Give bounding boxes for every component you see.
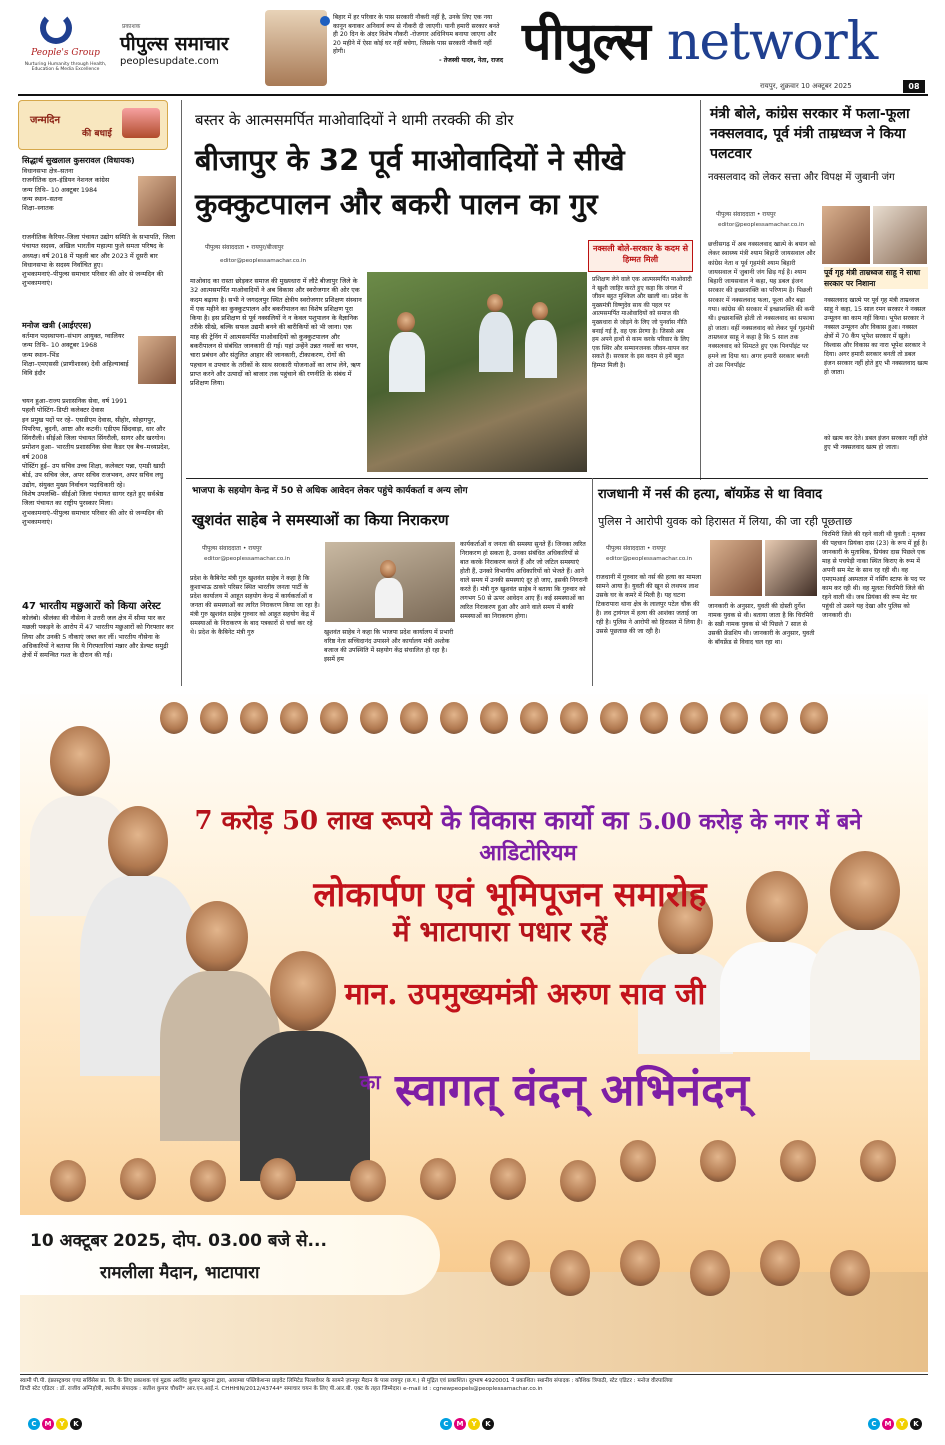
magenta-icon: M bbox=[882, 1418, 894, 1430]
khushwant-photo bbox=[325, 542, 455, 622]
lead-headline-2: कुक्कुटपालन और बकरी पालन का गुर bbox=[195, 187, 598, 221]
imprint-line-1: स्वामी पी.पी. इंफ्रास्ट्रक्चर एण्ड सर्विसेस प्रा. लि. के लिए प्रकाशक एवं मुद्रक अरविंद कुमार खुराना द्वारा, आराम्बा पब्लिकेशन्स प्राइवेट लिमिटेड पिल्लवेयर के सामने ज़ानपुर मैदान के पास रायपुर (छ.ग.) से मुद्रित एवं प्रकाशित। दूरभाष 4920001 ने प्रकाशित। स्थानीय संपादक : कौशिक त्रिपाठी, स्टेट एडिटर : मनोज वीरपालिया bbox=[20, 1378, 673, 1384]
logo-ring-icon bbox=[40, 12, 72, 44]
birthday-subtitle: की बधाई bbox=[82, 129, 112, 139]
detail: जन्म तिथि– 10 अक्टूबर 1968 bbox=[22, 341, 98, 350]
minister-body: छत्तीसगढ़ में अब नक्सलवाद खात्मे के बयान को लेकर स्वास्थ्य मंत्री श्याम बिहारी जायसवाल और कांग्रेस नेता व पूर्व गृहमंत्री श्याम बिहारी जायसवाल में जुबानी जंग छिड़ गई है। श्याम बिहारी जायसवाल ने कहा, यह डबल इंजन सरकार की इच्छाशक्ति का परिणाम है। पिछली सरकार में नक्सलवाद फला, फूला और बढ़ा गया। कांग्रेस की सरकार में इच्छाशक्ति की कमी थी। इच्छाशक्ति होती तो नक्सलवाद का सफाया हो जाता। वहीं नक्सलवाद को लेकर पूर्व गृहमंत्री ताम्रध्वज साहू ने कहा है कि 5 साल तक नक्सलवाद को सिमटते हुए एक पिनपॉइंट पर हमने ला दिया था। अगर हमारी सरकार बनती तो उस पिनपॉइंट bbox=[708, 241, 816, 369]
ad-venue: रामलीला मैदान, भाटापारा bbox=[100, 1263, 260, 1283]
peoples-group-logo bbox=[18, 12, 113, 78]
detail: राजनीतिक दल–इंडियन नेशनल कांग्रेस bbox=[22, 176, 110, 185]
footer-rule bbox=[20, 1374, 928, 1375]
quote-mark-icon bbox=[320, 16, 330, 26]
brand-part-a: पीपुल्स bbox=[522, 11, 667, 72]
detail: पोस्टिंग हुई– उप सचिव उच्च शिक्षा, कलेक्टर पन्ना, एमडी खादी बोर्ड, उप सचिव जेल, अपर सचिव राजभवन, अपर सचिव लघु उद्योग, संयुक्त मुख्य निर्वाचन पदाधिकारी रहे। bbox=[22, 462, 166, 489]
detail: राजनीतिक कैरियर–जिला पंचायत उद्योग समिति के सभापति, जिला पंचायत सदस्य, अखिल भारतीय महात्मा फुले समता परिषद के अध्यक्ष। वर्ष 2018 में पहली बार और 2023 में दूसरी बार विधानसभा के सदस्य निर्वाचित हुए। bbox=[22, 233, 176, 269]
minister-byline: पीपुल्स संवाददाता • रायपुर bbox=[716, 211, 776, 218]
magenta-icon: M bbox=[42, 1418, 54, 1430]
detail: शुभकामनाएं–पीपुल्स समाचार परिवार की ओर से जन्मदिन की शुभकामनाएं। bbox=[22, 270, 164, 288]
birthday-title: जन्मदिन bbox=[30, 115, 61, 126]
ad-location-line: में भाटापारा पधार रहें bbox=[392, 915, 608, 948]
person-1-details-a bbox=[22, 167, 136, 213]
khushwant-email[interactable]: editor@peoplessamachar.co.in bbox=[204, 556, 291, 562]
lead-body: माओवाद का रास्ता छोड़कर समाज की मुख्यधारा में लौटे बीजापुर जिले के 32 आत्मसमर्पित माओवादियों ने अब विकास और स्वरोजगार की ओर एक कदम बढ़ाया है। सभी ने जगदलपुर स्थित क्षेत्रीय स्वरोजगार प्रशिक्षण संस्थान में एक महीने का कुक्कुटपालन और बकरीपालन का विशेष प्रशिक्षण पूरा किया है। इस प्रशिक्षण से पूर्व नक्सलियों ने न केवल पशुपालन के वैज्ञानिक तरीके सीखे, बल्कि सफल उद्यमी बनने की बारीकियों को भी जाना। एक माह की ट्रेनिंग में आत्मसमर्पित माओवादियों को कुक्कुटपालन और बकरीपालन से संबंधित जानकारी दी गई। यहां उन्हेंने उन्नत नस्लों का चयन, चारा प्रबंधन और संतुलित आहार की जानकारी, टीकाकरण, रोगों की पहचान व उपचार के तरीकों के साथ सरकारी योजनाओं का लाभ लेने, ऋण प्राप्त करने और उत्पादों को बाजार तक पहुंचाने की रणनीति के संबंध में प्रशिक्षण लिया। bbox=[190, 277, 362, 388]
birthday-person-1 bbox=[22, 155, 178, 166]
khushwant-body-2: खुशवंत साहेब ने कहा कि भाजपा प्रदेश कार्यालय में प्रभारी वरिष्ठ नेता सच्चिदानंद उपासने और कार्यालय मंत्री अशोक बजाज की उपस्थिति में सहयोग केंद्र संचालित हो रहा है। इसमें हम bbox=[324, 629, 454, 663]
nurse-body-2: जानकारी के अनुसार, युवती की दोस्ती दुर्गेश नामक युवक से थी। बताया जाता है कि चिरमिरी के सन्नी नामक युवक से भी पिछले 7 साल से उसकी फ्रेंडशिप थी। जानकारी के अनुसार, युवती के बॉयफ्रेंड से विवाद चल रहा था। bbox=[708, 603, 815, 646]
detail: जन्म स्थान–भिंड bbox=[22, 350, 60, 359]
lead-box-title: नक्सली बोले-सरकार के कदम से हिम्मत मिली bbox=[588, 240, 693, 272]
cyan-icon: C bbox=[868, 1418, 880, 1430]
group-tagline: Nurturing Humanity through Health, Education & Media Excellence bbox=[24, 62, 107, 72]
lead-box-body: प्रशिक्षण लेने वाले एक आत्मसमर्पित माओवादी ने खुशी जाहिर करते हुए कहा कि जंगल में जीवन बहुत मुश्किल और खाली था। प्रदेश के मुख्यमंत्री विष्णुदेव साय की पहल पर आत्मसमर्पित माओवादियों को समाज की मुख्यधारा से जोड़ने के लिए जो पुनर्वास नीति बनाई गई है, वह एक प्रेरणा है। जिससे अब हम अपने हाथों से काम करके परिवार के लिए एक स्थिर और सम्मानजनक जीवन-यापन कर सकते हैं। सरकार के इस कदम से हमें बहुत हिम्मत मिली है। bbox=[592, 276, 692, 369]
person-1-photo bbox=[138, 176, 176, 226]
brand-part-b: network bbox=[666, 12, 878, 72]
page-number: 08 bbox=[903, 80, 925, 93]
detail: पहली पोस्टिंग–डिप्टी कलेक्टर देवास bbox=[22, 406, 104, 415]
ad-event-title: लोकार्पण एवं भूमिपूजन समारोह bbox=[313, 875, 707, 915]
nurse-body-3: चिरमिरी जिले की रहने वाली थी युवती : मृतका की पहचान प्रियंका दास (23) के रूप में हुई है। जानकारी के मुताबिक, प्रियंका दास पिछले एक माह से पचपेड़ी नाका स्थित किराए के रूम में अपनी सम मेट के साथ रह रही थी। वह एमएमआई अस्पताल में नर्सिंग स्टाफ के पद पर काम कर रही थी। वह मूलतः चिरमिरी जिले की रहने वाली थी। जब प्रियंका की रूम मेट घर पहुंची तो उसने यह देखा और पुलिस को जानकारी दी। bbox=[822, 531, 928, 619]
ad-welcome: स्वागत् वंदन् अभिनंदन् bbox=[395, 1065, 749, 1116]
nurse-headline: राजधानी में नर्स की हत्या, बॉयफ्रेंड से था विवाद bbox=[598, 487, 822, 502]
column-rule bbox=[700, 100, 701, 480]
ad-line-1-mid: के विकास कार्यो का bbox=[431, 806, 638, 836]
khushwant-body-1: प्रदेश के कैबिनेट मंत्री गुरु खुशवंत साहेब ने कहा है कि कुशाभाऊ ठाकरे परिसर स्थित भारतीय जनता पार्टी के प्रदेश कार्यालय में आहूत सहयोग केन्द्र में कार्यकर्ताओं व जनता की समस्याओं का त्वरित निराकरण किया जा रहा है। मंत्री गुरु खुशवंत साहेब गुरुवार को आहूत सहयोग केंद्र में समस्याओं के निराकरण के बाद पत्रकारों से चर्चा कर रहे थे। प्रदेश के कैबिनेट मंत्री गुरु bbox=[190, 575, 320, 636]
person-2-details-b bbox=[22, 397, 176, 527]
dateline: रायपुर, शुक्रवार 10 अक्टूबर 2025 bbox=[760, 82, 852, 90]
detail: शिक्षा–स्नातक bbox=[22, 204, 54, 213]
ad-date: 10 अक्टूबर 2025, दोप. 03.00 बजे से... bbox=[30, 1231, 327, 1251]
black-icon: K bbox=[70, 1418, 82, 1430]
ad-top-strip bbox=[20, 686, 928, 694]
footer-imprint bbox=[20, 1377, 928, 1393]
person-2-photo bbox=[138, 336, 176, 384]
cake-icon bbox=[122, 108, 160, 138]
ad-guest: मान. उपमुख्यमंत्री अरुण साव जी bbox=[344, 977, 706, 1012]
nurse-photo-2 bbox=[765, 540, 817, 596]
detail: जन्म तिथि– 10 अक्टूबर 1984 bbox=[22, 185, 98, 194]
cmyk-marks-left bbox=[28, 1418, 88, 1432]
ad-amount-1: 7 करोड़ 50 लाख रूपये bbox=[194, 806, 432, 836]
lead-headline-1: बीजापुर के 32 पूर्व माओवादियों ने सीखे bbox=[195, 143, 625, 177]
minister-sub-headline: पूर्व गृह मंत्री ताम्रध्वज साहू ने साधा सरकार पर निशाना bbox=[824, 267, 928, 289]
cmyk-marks-right bbox=[868, 1418, 928, 1432]
paper-name: पीपुल्स समाचार bbox=[120, 33, 229, 55]
person-2-details-a bbox=[22, 332, 136, 378]
nurse-byline: पीपुल्स संवाददाता • रायपुर bbox=[606, 545, 666, 552]
fishermen-headline: 47 भारतीय मछुआरों को किया अरेस्ट bbox=[22, 601, 161, 612]
khushwant-kicker: भाजपा के सहयोग केन्द्र में 50 से अधिक आवेदन लेकर पहुंचे कार्यकर्ता व अन्य लोग bbox=[192, 486, 468, 496]
detail: शिक्षा–एमएससी (प्राणीशास्त्र) देवी अहिल्याबाई विवि इंदौर bbox=[22, 359, 129, 378]
birthday-person-2 bbox=[22, 320, 176, 331]
person-1-details-b bbox=[22, 233, 176, 289]
khushwant-body-3: कार्यकर्ताओं व जनता की समस्या सुनते हैं। जिनका त्वरित निराकरण हो सकता है, उनका संबंधित अधिकारियों से बात करके निराकरण करते हैं और जो जटिल समस्याएं होती हैं, उनको विभागीय अधिकारियों को भेजते हैं। आने वाले समय में उनकी समस्याएं दूर हो जाए, इसकी निगरानी करते हैं। मंत्री गुरु खुशवंत साहेब ने बताया कि गुरुवार को लगभग 50 से ऊपर आवेदन आए हैं। कई समस्याओं का त्वरित निराकरण हुआ और आने वाले समय में बाकी समस्याओं का निराकरण होगा। bbox=[460, 541, 588, 620]
minister-email[interactable]: editor@peoplessamachar.co.in bbox=[718, 222, 805, 228]
fishermen-body: कोलंबो। श्रीलंका की नौसेना ने उत्तरी जल क्षेत्र में सीमा पार कर मछली पकड़ने के आरोप में 47 भारतीय मछुआरों को गिरफ्तार कर लिया और उनकी 5 नौकाएं जब्त कर लीं। भारतीय नौसेना के अधिकारियों ने बताया कि ये गिरफ्तारियां मन्नार और डेल्फ्ट समुद्री क्षेत्रों में समन्वित गश्त के दौरान की गईं। bbox=[22, 614, 174, 660]
minister-sub-body: नक्सलवाद खात्मे पर पूर्व गृह मंत्री ताम्रध्वज साहू ने कहा, 15 साल रमन सरकार ने नक्सल उन्मूलन का काम नहीं किया। भूपेश सरकार ने नक्सल उन्मूलन और विकास हुआ। नक्सल क्षेत्रों में 70 कैंप भूपेश सरकार में खुले। विश्वास और विकास का नारा भूपेश सरकार ने दिया। अगर हमारी सरकार बनती तो डबल इंजन सरकार नहीं होते हुए भी नक्सलवाद खत्म हो जाता। bbox=[824, 297, 928, 376]
ad-ka: का bbox=[360, 1070, 381, 1094]
nurse-body-1: राजधानी में गुरुवार को नर्स की हत्या का मामला सामने आया है। युवती की खून से लथपथ लाश उसके घर के कमरे में मिली है। यह घटना टिकरापारा थाना क्षेत्र के लालपुर पटेल चौक की है। लव ट्रायंगल में हत्या की आशंका जताई जा रही है। पुलिस ने आरोपी को हिरासत में लिया है। उससे पूछताछ की जा रही है। bbox=[596, 574, 703, 635]
detail: प्रमोशन हुआ– भारतीय प्रशासनिक सेवा कैडर एव बैच–मध्यप्रदेश, वर्ष 2008 bbox=[22, 443, 170, 461]
detail: विधानसभा क्षेत्र–सतना bbox=[22, 167, 74, 175]
detail: विशेष उपलब्धि– सीईओ जिला पंचायत सागर रहते हुए सर्वश्रेष्ठ जिला पंचायत का राष्ट्रीय पुरस्कार मिला। bbox=[22, 489, 164, 508]
lead-kicker: बस्तर के आत्मसमर्पित माओवादियों ने थामी तरक्की की डोर bbox=[195, 111, 514, 129]
section-rule bbox=[186, 478, 928, 479]
site-url[interactable]: peoplesupdate.com bbox=[120, 56, 219, 67]
quote-person-photo bbox=[265, 10, 327, 86]
khushwant-byline: पीपुल्स संवाददाता • रायपुर bbox=[202, 545, 262, 552]
brand-title bbox=[522, 12, 877, 72]
magenta-icon: M bbox=[454, 1418, 466, 1430]
detail: चयन हुआ–राज्य प्रशासनिक सेवा, वर्ष 1991 bbox=[22, 397, 128, 405]
minister-photo-1 bbox=[822, 206, 870, 264]
group-name: People's Group bbox=[31, 48, 100, 58]
khushwant-headline: खुशवंत साहेब ने समस्याओं का किया निराकरण bbox=[192, 511, 449, 529]
yellow-icon: Y bbox=[468, 1418, 480, 1430]
black-icon: K bbox=[482, 1418, 494, 1430]
nurse-email[interactable]: editor@peoplessamachar.co.in bbox=[606, 556, 693, 562]
ad-amount-2: 5.00 करोड़ के नगर में बने आडिटोरियम bbox=[479, 809, 862, 866]
detail: इन प्रमुख पदों पर रहे– एसडीएम देवास, सीहोर, सोहागपुर, पिपरिया, बुदनी, आष्टा और कटनी। एडीएम छिंदवाड़ा, धार और सिंगरौली। सीईओ जिला पंचायत सिंगरौली, सागर और खरगोन। bbox=[22, 415, 166, 443]
nurse-deck: पुलिस ने आरोपी युवक को हिरासत में लिया, की जा रही पूछताछ bbox=[598, 515, 853, 528]
minister-sub-body-2: को खत्म कर देते। डबल इंजन सरकार नहीं होते हुए भी नक्सलवाद खत्म हो जाता। bbox=[824, 435, 928, 451]
quote-box bbox=[333, 14, 503, 66]
cyan-icon: C bbox=[440, 1418, 452, 1430]
yellow-icon: Y bbox=[56, 1418, 68, 1430]
header-rule bbox=[18, 94, 928, 96]
person-1-name: सिद्धार्थ सुखलाल कुसरावल (विधायक) bbox=[22, 156, 135, 165]
cmyk-marks-center bbox=[440, 1418, 500, 1432]
lead-byline: पीपुल्स संवाददाता • रायपुर/बीजापुर bbox=[205, 244, 284, 251]
imprint-line-2: डिप्टी स्टेट एडिटर : डॉ. राजीव अग्निहोत्री, स्थानीय संपादक : सतीश कुमार चौधरी* आर.एन.आई.नं. CHHHIN/2012/43744* समाचार चयन के लिए पी.आर.बी. एक्ट के तहत जिम्मेदार। e-mail id : cgnewpeopels@peoplessamachar.co.in bbox=[20, 1386, 543, 1392]
detail: जन्म स्थान–सतना bbox=[22, 194, 63, 203]
cyan-icon: C bbox=[28, 1418, 40, 1430]
detail: वर्तमान पदस्थापना–संभाग आयुक्त, ग्वालियर bbox=[22, 332, 125, 340]
lead-photo bbox=[367, 272, 587, 472]
minister-deck: नक्सलवाद को लेकर सत्ता और विपक्ष में जुबानी जंग bbox=[708, 172, 895, 183]
black-icon: K bbox=[910, 1418, 922, 1430]
minister-photo-2 bbox=[873, 206, 927, 264]
yellow-icon: Y bbox=[896, 1418, 908, 1430]
minister-headline: मंत्री बोले, कांग्रेस सरकार में फला-फूला नक्सलवाद, पूर्व मंत्री ताम्रध्वज ने किया पलटवार bbox=[710, 106, 910, 162]
person-2-name: मनोज खत्री (आईएएस) bbox=[22, 321, 92, 330]
ad-line-1 bbox=[148, 801, 908, 867]
lead-email[interactable]: editor@peoplessamachar.co.in bbox=[220, 258, 307, 264]
quote-author: - तेजस्वी यादव, नेता, राजद bbox=[439, 56, 503, 64]
ad-date-band bbox=[20, 1215, 440, 1295]
paper-small: प्रकाशक bbox=[122, 23, 141, 30]
nurse-photo-1 bbox=[710, 540, 762, 596]
detail: शुभकामनाएं–पीपुल्स समाचार परिवार की ओर से जन्मदिन की शुभकामनाएं। bbox=[22, 508, 164, 526]
quote-text: बिहार में हर परिवार के पास सरकारी नौकरी नहीं है, उनके लिए एक नया कानून बनाकर अनिवार्य रूप से नौकरी दी जाएगी। यानी हमारी सरकार बनते ही 20 दिन के अंदर विशेष नौकरी -रोजगार अधिनियम बनाया जाएगा और 20 महीने में ऐसा कोई घर नहीं बचेगा, जिसके पास सरकारी नौकरी नहीं होगी। bbox=[333, 14, 500, 56]
ad-faces-row bbox=[160, 698, 860, 756]
